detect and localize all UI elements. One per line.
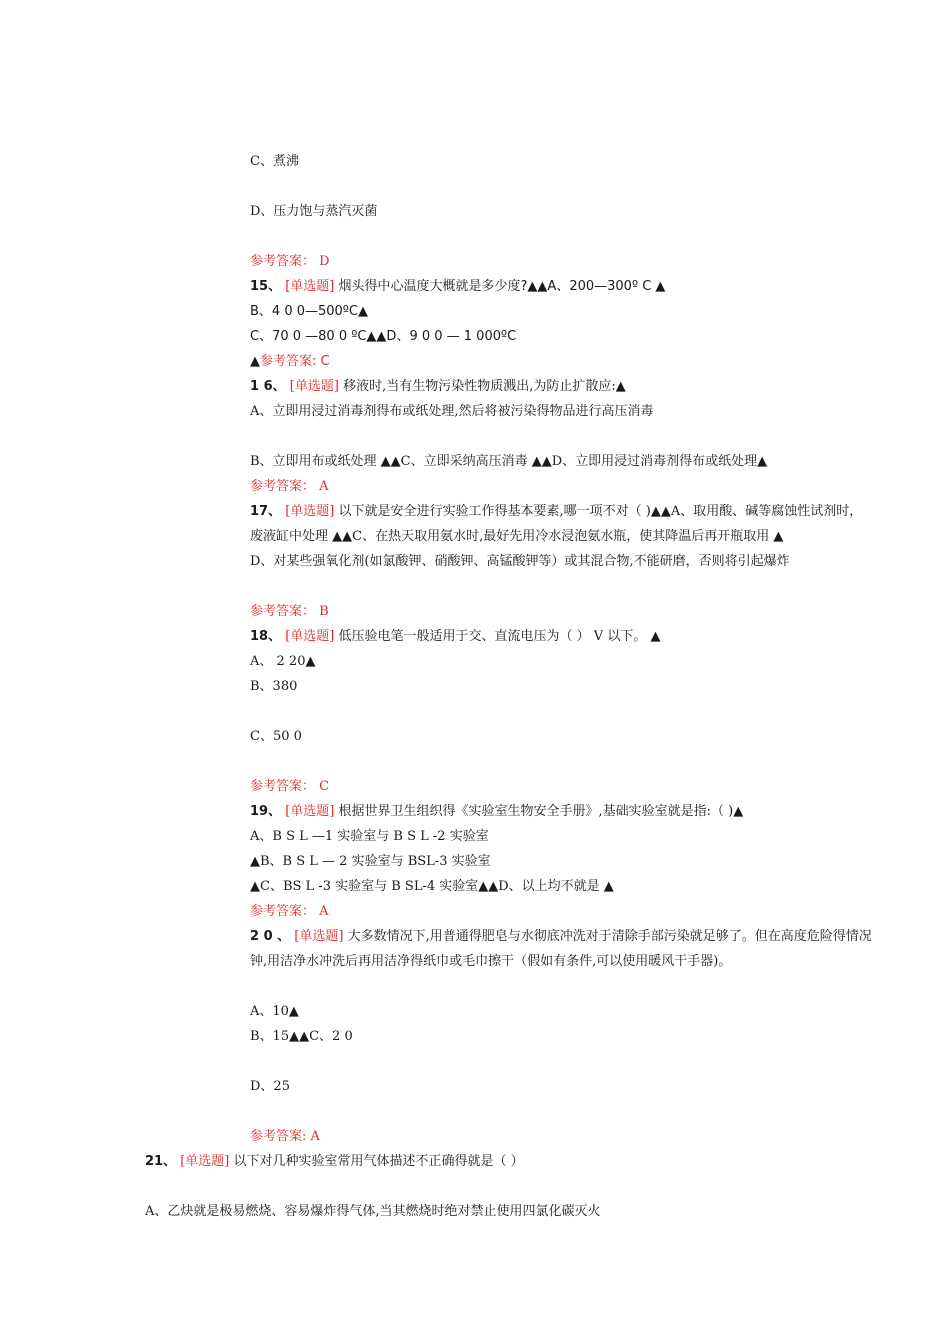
answer-14: 参考答案： D	[250, 254, 330, 269]
question-number: 1 6、	[250, 379, 286, 394]
question-number: 2 0 、	[250, 929, 291, 944]
option-line: ▲B、B S L — 2 实验室与 BSL-3 实验室	[250, 854, 491, 869]
answer-18: 参考答案： C	[250, 779, 330, 794]
question-number: 17、	[250, 504, 282, 519]
option-c-boiling: C、煮沸	[250, 154, 299, 169]
question-20	[250, 929, 872, 945]
option-line: 废液缸中处理 ▲▲C、在热天取用氨水时,最好先用冷水浸泡氨水瓶，使其降温后再开瓶取用 ▲	[250, 529, 784, 544]
option-line: D、对某些强氧化剂(如氯酸钾、硝酸钾、高锰酸钾等）或其混合物,不能研磨，否则将引起爆炸	[250, 554, 790, 569]
answer-17: 参考答案： B	[250, 604, 329, 619]
question-text: 根据世界卫生组织得《实验室生物安全手册》,基础实验室就是指:（ )▲	[338, 804, 744, 819]
question-15	[250, 279, 665, 295]
option-line: ▲C、BS L -3 实验室与 B SL-4 实验室▲▲D、以上均不就是 ▲	[250, 879, 614, 894]
option-line: C、70 0 —80 0 ºC▲▲D、9 0 0 — 1 000ºC	[250, 329, 517, 344]
question-17	[250, 504, 862, 520]
question-16	[250, 379, 626, 395]
question-text: 以下对几种实验室常用气体描述不正确得就是（ ）	[233, 1154, 524, 1169]
option-line: B、4 0 0—500ºC▲	[250, 304, 369, 319]
question-text-continued: 钟,用洁净水冲洗后再用洁净得纸巾或毛巾擦干（假如有条件,可以使用暖风干手器)。	[250, 954, 732, 969]
marker: ▲	[250, 354, 260, 369]
question-type-tag: [单选题]	[289, 379, 339, 394]
question-text: 以下就是安全进行实验工作得基本要素,哪一项不对（ )▲▲A、取用酸、碱等腐蚀性试剂时，	[338, 504, 863, 519]
question-number: 15、	[250, 279, 282, 294]
option-line: D、25	[250, 1079, 290, 1094]
question-type-tag: [单选题]	[285, 279, 335, 294]
option-line: C、50 0	[250, 729, 302, 744]
option-line: A、乙炔就是极易燃烧、容易爆炸得气体,当其燃烧时绝对禁止使用四氯化碳灭火	[145, 1204, 601, 1219]
question-text: 移液时,当有生物污染性物质溅出,为防止扩散应:▲	[343, 379, 626, 394]
question-type-tag: [单选题]	[285, 804, 335, 819]
option-line: B、15▲▲C、2 0	[250, 1029, 353, 1044]
answer-text: 参考答案: C	[260, 354, 330, 369]
question-number: 19、	[250, 804, 282, 819]
question-text: 低压验电笔一般适用于交、直流电压为（ ） V 以下。 ▲	[338, 629, 661, 644]
question-type-tag: [单选题]	[285, 504, 335, 519]
option-line: A、B S L —1 实验室与 B S L -2 实验室	[250, 829, 489, 844]
question-number: 21、	[145, 1154, 177, 1169]
question-18	[250, 629, 660, 645]
option-line: A、10▲	[250, 1004, 299, 1019]
question-21	[145, 1154, 524, 1170]
question-19	[250, 804, 743, 820]
question-text: 烟头得中心温度大概就是多少度?▲▲A、200—300º C ▲	[338, 279, 666, 294]
question-type-tag: [单选题]	[180, 1154, 230, 1169]
option-line: B、380	[250, 679, 298, 694]
question-type-tag: [单选题]	[294, 929, 344, 944]
option-d-steam: D、压力饱与蒸汽灭菌	[250, 204, 378, 219]
answer-15	[250, 354, 330, 370]
question-number: 18、	[250, 629, 282, 644]
answer-20: 参考答案: A	[250, 1129, 320, 1144]
answer-16: 参考答案： A	[250, 479, 329, 494]
option-line: A、立即用浸过消毒剂得布或纸处理,然后将被污染得物品进行高压消毒	[250, 404, 654, 419]
question-text: 大多数情况下,用普通得肥皂与水彻底冲洗对于清除手部污染就足够了。但在高度危险得情况	[347, 929, 872, 944]
option-line: B、立即用布或纸处理 ▲▲C、立即采纳高压消毒 ▲▲D、立即用浸过消毒剂得布或纸处理▲	[250, 454, 768, 469]
question-type-tag: [单选题]	[285, 629, 335, 644]
answer-19: 参考答案： A	[250, 904, 329, 919]
option-line: A、 2 20▲	[250, 654, 316, 669]
